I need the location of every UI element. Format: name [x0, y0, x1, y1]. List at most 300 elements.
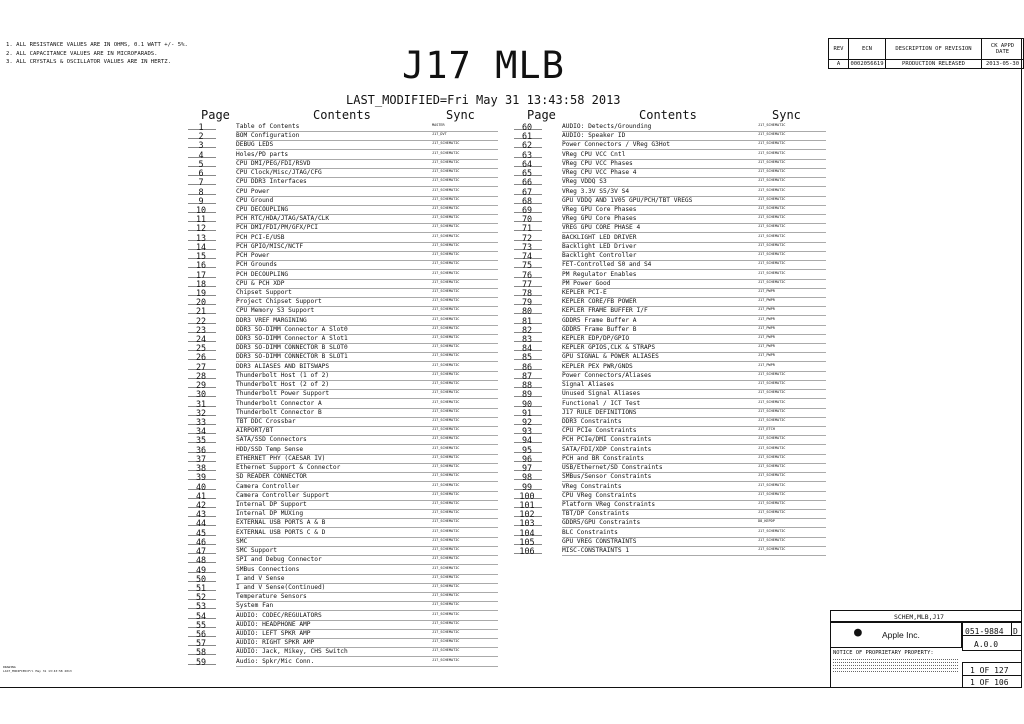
index-contents: Internal DP MUXing	[236, 510, 304, 518]
index-page-number: 94	[521, 435, 533, 446]
index-row	[514, 510, 826, 519]
index-sync: J17_SCHEMATIC	[432, 583, 460, 588]
index-contents: PCH PCI-E/USB	[236, 233, 285, 241]
index-row	[188, 566, 498, 575]
index-contents: I and V Sense(Continued)	[236, 583, 326, 591]
index-page-number: 6	[198, 168, 204, 179]
index-row	[514, 206, 826, 215]
index-row	[514, 436, 826, 445]
index-contents: AUDIO: Speaker ID	[562, 132, 626, 140]
index-sync: J17_SCHEMATIC	[432, 482, 460, 487]
index-sync: J17_SCHEMATIC	[758, 178, 786, 183]
index-row	[188, 427, 498, 436]
index-contents: PCH DECOUPLING	[236, 270, 289, 278]
index-row	[188, 639, 498, 648]
frame-right	[1021, 38, 1022, 688]
index-contents: SATA/SSD Connectors	[236, 436, 307, 444]
index-row	[188, 538, 498, 547]
index-table-left	[188, 123, 498, 667]
index-page-number: 5	[198, 158, 204, 169]
index-sync: J17_SCHEMATIC	[758, 132, 786, 137]
index-contents: Thunderbolt Power Support	[236, 390, 330, 398]
index-page-number: 92	[521, 417, 533, 427]
page-number: 1 OF 106	[970, 678, 1009, 687]
index-contents: AUDIO: RIGHT SPKR AMP	[236, 639, 315, 647]
index-contents: PCH PCIe/DMI Constraints	[562, 436, 652, 444]
index-page-number: 1	[198, 122, 204, 132]
index-row	[188, 169, 498, 178]
index-sync: J17_SCHEMATIC	[432, 556, 460, 561]
index-page-number: 29	[195, 380, 207, 391]
index-row	[514, 446, 826, 455]
index-sync: J17_PWPR	[758, 307, 775, 312]
index-sync: J17_SCHEMATIC	[432, 298, 460, 303]
index-page-number: 24	[195, 334, 207, 345]
index-row	[514, 224, 826, 233]
contents-header-right: Contents	[639, 108, 697, 122]
index-sync: J17_SCHEMATIC	[432, 150, 460, 155]
index-contents: KEPLER PCI-E	[562, 288, 607, 296]
index-page-number: 30	[195, 389, 207, 400]
date-value: 2013-05-30	[985, 61, 1020, 67]
index-page-number: 51	[195, 582, 207, 593]
index-contents: PCH and BR Constraints	[562, 454, 644, 462]
index-page-number: 66	[521, 177, 533, 188]
index-contents: SMBus Connections	[236, 565, 300, 573]
index-sync: J17_PWPR	[758, 298, 775, 303]
index-contents: CPU Ground	[236, 196, 274, 204]
index-sync: J17_SCHEMATIC	[432, 445, 460, 450]
index-contents: AUDIO: Detects/Grounding	[562, 123, 652, 130]
index-page-number: 97	[521, 463, 533, 474]
index-sync: J17_SCHEMATIC	[432, 141, 460, 146]
index-row	[188, 547, 498, 556]
index-contents: DDR3 ALIASES AND BITSWAPS	[236, 362, 330, 370]
index-sync: J17_SCHEMATIC	[432, 381, 460, 386]
index-page-number: 2	[198, 131, 204, 142]
index-page-number: 82	[521, 324, 533, 335]
index-page-number: 79	[521, 297, 533, 308]
index-page-number: 23	[195, 324, 207, 335]
index-contents: VReg CPU VCC Cntl	[562, 150, 626, 158]
index-row	[188, 215, 498, 224]
index-row	[514, 353, 826, 362]
index-contents: VReg 3.3V S5/3V S4	[562, 187, 630, 195]
index-row	[514, 271, 826, 280]
index-row	[188, 621, 498, 630]
index-row	[188, 353, 498, 362]
index-contents: Thunderbolt Connector A	[236, 399, 322, 407]
index-sync: J17_SCHEMATIC	[432, 519, 460, 524]
index-page-number: 93	[521, 426, 533, 437]
index-row	[188, 335, 498, 344]
index-contents: Holes/PD parts	[236, 150, 289, 158]
index-row	[514, 501, 826, 510]
index-sync: J17_SCHEMATIC	[432, 639, 460, 644]
index-contents: KEPLER GPIOS,CLK & STRAPS	[562, 344, 656, 352]
index-sync: J17_SCHEMATIC	[432, 335, 460, 340]
index-page-number: 74	[521, 251, 533, 262]
index-contents: Chipset Support	[236, 288, 292, 296]
index-contents: DDR3 SO-DIMM Connector A Slot0	[236, 325, 348, 333]
index-sync: J17_SCHEMATIC	[432, 620, 460, 625]
rev-value: A	[829, 60, 849, 68]
index-page-number: 103	[519, 518, 535, 529]
index-page-number: 57	[195, 638, 207, 649]
index-sync: J17_SCHEMATIC	[432, 215, 460, 220]
index-page-number: 53	[195, 601, 207, 612]
index-contents: CPU PCIe Constraints	[562, 427, 637, 435]
index-page-number: 26	[195, 352, 207, 363]
index-row	[188, 298, 498, 307]
index-sync: J17_SCHEMATIC	[432, 279, 460, 284]
index-row	[188, 224, 498, 233]
index-page-number: 77	[521, 278, 533, 289]
index-row	[188, 575, 498, 584]
index-sync: J17_SCHEMATIC	[758, 510, 786, 515]
index-contents: CPU DDR3 Interfaces	[236, 178, 307, 186]
index-sync: J17_SCHEMATIC	[432, 408, 460, 413]
index-sync: J17_SCHEMATIC	[758, 408, 786, 413]
index-page-number: 87	[521, 370, 533, 381]
index-sync: J17_SCHEMATIC	[432, 593, 460, 598]
index-page-number: 52	[195, 592, 207, 603]
index-sync: J17_SCHEMATIC	[432, 611, 460, 616]
index-row	[188, 648, 498, 657]
index-sync: J17_SCHEMATIC	[432, 565, 460, 570]
index-page-number: 4	[198, 149, 204, 160]
index-row	[188, 593, 498, 602]
index-contents: FET-Controlled S0 and S4	[562, 261, 652, 269]
index-row	[514, 188, 826, 197]
index-page-number: 54	[195, 610, 207, 621]
index-row	[188, 630, 498, 639]
index-contents: Power Connectors/Aliases	[562, 371, 652, 379]
index-row	[188, 473, 498, 482]
index-page-number: 73	[521, 241, 533, 252]
index-page-number: 104	[519, 527, 535, 538]
index-page-number: 12	[195, 223, 207, 234]
index-page-number: 72	[521, 232, 533, 243]
index-row	[188, 372, 498, 381]
index-contents: DDR3 VREF MARGINING	[236, 316, 307, 324]
index-row	[514, 529, 826, 538]
index-sync: J17_SCHEMATIC	[432, 657, 460, 662]
revision-number: A.0.0	[974, 640, 999, 649]
index-page-number: 33	[195, 417, 207, 427]
index-page-number: 37	[195, 453, 207, 464]
index-row	[514, 455, 826, 464]
index-contents: PCH GPIO/MISC/NCTF	[236, 242, 304, 250]
index-contents: GPU SIGNAL & POWER ALIASES	[562, 353, 659, 361]
index-row	[188, 188, 498, 197]
index-page-number: 56	[195, 629, 207, 640]
index-row	[188, 455, 498, 464]
index-row	[514, 363, 826, 372]
index-page-number: 17	[195, 269, 207, 280]
index-sync: D8_KEPDP	[758, 519, 775, 524]
index-contents: SMBus/Sensor Constraints	[562, 473, 652, 481]
index-sync: J17_SCHEMATIC	[432, 325, 460, 330]
index-sync: J17_DVT	[432, 132, 447, 137]
index-sync: J17_SCHEMATIC	[758, 399, 786, 404]
index-page-number: 95	[521, 444, 533, 455]
index-sync: J17_SCHEMATIC	[758, 252, 786, 257]
index-row	[188, 446, 498, 455]
index-row	[188, 501, 498, 510]
index-page-number: 14	[195, 241, 207, 252]
index-page-number: 27	[195, 361, 207, 372]
index-contents: Internal DP Support	[236, 500, 307, 508]
index-contents: J17 RULE DEFINITIONS	[562, 408, 637, 416]
index-contents: GPU VREG CONSTRAINTS	[562, 537, 637, 545]
index-contents: I and V Sense	[236, 574, 285, 582]
index-row	[514, 178, 826, 187]
index-row	[188, 280, 498, 289]
index-contents: DDR3 SO-DIMM Connector A Slot1	[236, 335, 348, 343]
index-row	[188, 519, 498, 528]
index-page-number: 64	[521, 158, 533, 169]
index-contents: SPI and Debug Connector	[236, 556, 322, 564]
index-sync: MASTER	[432, 123, 445, 127]
index-row	[514, 400, 826, 409]
index-sync: J17_PWPR	[758, 325, 775, 330]
index-page-number: 91	[521, 407, 533, 418]
index-sync: J17_SCHEMATIC	[432, 390, 460, 395]
index-row	[514, 141, 826, 150]
index-contents: DDR3 SO-DIMM CONNECTOR B SLOT1	[236, 353, 348, 361]
index-sync: J17_SCHEMATIC	[758, 233, 786, 238]
index-page-number: 49	[195, 564, 207, 575]
index-row	[188, 436, 498, 445]
index-sync: J17_SCHEMATIC	[432, 491, 460, 496]
index-contents: KEPLER EDP/DP/GPIO	[562, 335, 630, 343]
index-sync: J17_SCHEMATIC	[432, 528, 460, 533]
index-sync: J17_SCHEMATIC	[432, 427, 460, 432]
ecn-value: 0002056619	[849, 60, 886, 68]
index-sync: J17_SCHEMATIC	[758, 491, 786, 496]
index-page-number: 34	[195, 426, 207, 437]
index-contents: EXTERNAL USB PORTS C & D	[236, 528, 326, 536]
index-contents: Thunderbolt Host (1 of 2)	[236, 371, 330, 379]
index-page-number: 84	[521, 343, 533, 354]
index-sync: J17_SCHEMATIC	[758, 270, 786, 275]
index-page-number: 13	[195, 232, 207, 243]
index-sync: J17_SCHEMATIC	[758, 215, 786, 220]
index-row	[188, 151, 498, 160]
description-value: PRODUCTION RELEASED	[886, 60, 982, 68]
index-sync: J17_SCHEMATIC	[758, 242, 786, 247]
rev-header: REV	[829, 39, 849, 59]
index-sync: J17_ETCH	[758, 427, 775, 432]
company-name: Apple Inc.	[882, 630, 920, 640]
index-sync: J17_PWPR	[758, 353, 775, 358]
index-sync: J17_SCHEMATIC	[758, 390, 786, 395]
index-page-number: 102	[519, 509, 535, 520]
index-page-number: 63	[521, 149, 533, 160]
index-row	[188, 132, 498, 141]
index-sync: J17_SCHEMATIC	[432, 602, 460, 607]
index-contents: CPU DMI/PEG/FDI/RSVD	[236, 159, 311, 167]
index-row	[514, 289, 826, 298]
index-row	[514, 326, 826, 335]
index-page-number: 100	[519, 490, 535, 501]
index-sync: J17_SCHEMATIC	[432, 454, 460, 459]
index-page-number: 71	[521, 223, 533, 234]
index-sync: J17_SCHEMATIC	[432, 270, 460, 275]
index-sync: J17_SCHEMATIC	[432, 500, 460, 505]
index-page-number: 15	[195, 251, 207, 262]
index-contents: Power Connectors / VReg G3Hot	[562, 141, 671, 149]
index-sync: J17_SCHEMATIC	[758, 537, 786, 542]
index-contents: TBT DDC Crossbar	[236, 418, 296, 425]
index-contents: PCH DMI/FDI/PM/GFX/PCI	[236, 224, 318, 232]
index-sync: J17_SCHEMATIC	[432, 159, 460, 164]
index-page-number: 35	[195, 435, 207, 446]
index-row	[188, 289, 498, 298]
index-page-number: 96	[521, 453, 533, 464]
index-page-number: 3	[198, 140, 204, 151]
index-row	[188, 400, 498, 409]
index-row	[514, 169, 826, 178]
index-row	[514, 473, 826, 482]
index-page-number: 45	[195, 527, 207, 538]
title-block-drawing-title: SCHEM,MLB,J17	[894, 613, 945, 621]
index-sync: J17_SCHEMATIC	[758, 547, 786, 552]
index-contents: VReg CPU VCC Phases	[562, 159, 633, 167]
index-contents: SATA/FDI/XDP Constraints	[562, 445, 652, 453]
index-sync: J17_SCHEMATIC	[758, 123, 786, 127]
index-contents: AUDIO: Jack, Mikey, CHS Switch	[236, 648, 348, 656]
index-page-number: 86	[521, 361, 533, 372]
sync-header-left: Sync	[446, 108, 475, 122]
index-contents: VReg GPU Core Phases	[562, 215, 637, 223]
index-sync: J17_SCHEMATIC	[758, 500, 786, 505]
index-contents: VReg GPU Core Phases	[562, 205, 637, 213]
index-page-number: 25	[195, 343, 207, 354]
index-contents: CPU & PCH XDP	[236, 279, 285, 287]
index-contents: SMC	[236, 537, 248, 545]
index-row	[514, 298, 826, 307]
index-contents: Camera Controller	[236, 482, 300, 490]
index-sync: J17_SCHEMATIC	[758, 159, 786, 164]
index-sync: J17_SCHEMATIC	[758, 169, 786, 174]
index-sync: J17_SCHEMATIC	[432, 344, 460, 349]
index-row	[188, 556, 498, 565]
index-sync: J17_PWPR	[758, 316, 775, 321]
index-table-right	[514, 123, 826, 556]
index-sync: J17_SCHEMATIC	[432, 436, 460, 441]
index-row	[514, 519, 826, 528]
index-page-number: 32	[195, 407, 207, 418]
index-row	[514, 409, 826, 418]
index-row	[188, 234, 498, 243]
index-page-number: 70	[521, 214, 533, 225]
index-contents: CPU VReg Constraints	[562, 491, 637, 499]
index-page-number: 60	[521, 122, 533, 132]
index-contents: SMC Support	[236, 547, 277, 555]
index-row	[188, 492, 498, 501]
index-sync: J17_SCHEMATIC	[432, 574, 460, 579]
index-sync: J17_SCHEMATIC	[432, 316, 460, 321]
index-sync: J17_SCHEMATIC	[758, 187, 786, 192]
index-contents: PCH RTC/HDA/JTAG/SATA/CLK	[236, 215, 330, 223]
index-sync: J17_SCHEMATIC	[758, 205, 786, 210]
index-sync: J17_SCHEMATIC	[758, 418, 786, 422]
index-sync: J17_SCHEMATIC	[758, 150, 786, 155]
index-row	[514, 390, 826, 399]
index-sync: J17_PWPR	[758, 362, 775, 367]
index-contents: Ethernet Support & Connector	[236, 464, 341, 472]
index-row	[188, 243, 498, 252]
index-sync: J17_SCHEMATIC	[432, 648, 460, 653]
index-row	[188, 307, 498, 316]
index-page-number: 98	[521, 472, 533, 483]
index-sync: J17_SCHEMATIC	[758, 528, 786, 533]
apple-logo-icon: ●	[854, 625, 862, 640]
index-sync: J17_SCHEMATIC	[432, 537, 460, 542]
index-page-number: 18	[195, 278, 207, 289]
index-contents: DDR3 Constraints	[562, 418, 622, 425]
index-row	[514, 427, 826, 436]
index-sync: J17_SCHEMATIC	[432, 233, 460, 238]
index-contents: GDDR5/GPU Constraints	[562, 519, 641, 527]
index-page-number: 83	[521, 334, 533, 345]
date-header: DATE	[995, 49, 1010, 55]
index-contents: HDD/SSD Temp Sense	[236, 445, 304, 453]
note-2: 2. ALL CAPACITANCE VALUES ARE IN MICROFARADS.	[6, 50, 158, 57]
index-page-number: 46	[195, 536, 207, 547]
index-contents: DDR3 SO-DIMM CONNECTOR B SLOT0	[236, 344, 348, 352]
index-page-number: 19	[195, 287, 207, 298]
index-page-number: 9	[198, 195, 204, 206]
index-row	[188, 529, 498, 538]
index-row	[188, 141, 498, 150]
index-sync: J17_SCHEMATIC	[758, 196, 786, 201]
sheet-number: 1 OF 127	[970, 666, 1009, 675]
index-row	[188, 510, 498, 519]
index-page-number: 47	[195, 546, 207, 557]
index-page-number: 88	[521, 380, 533, 391]
index-contents: System Fan	[236, 602, 274, 610]
index-contents: KEPLER FRAME BUFFER I/F	[562, 307, 648, 315]
index-row	[188, 418, 498, 427]
drawing-title: J17 MLB	[402, 44, 565, 87]
general-notes	[6, 41, 188, 67]
index-page-number: 101	[519, 499, 535, 510]
index-contents: SD READER CONNECTOR	[236, 473, 307, 481]
index-sync: J17_SCHEMATIC	[432, 473, 460, 478]
index-row	[188, 464, 498, 473]
index-row	[514, 372, 826, 381]
index-contents: PM Power Good	[562, 279, 611, 287]
index-row	[188, 261, 498, 270]
index-row	[514, 280, 826, 289]
index-page-number: 40	[195, 481, 207, 492]
index-row	[188, 381, 498, 390]
index-sync: J17_SCHEMATIC	[432, 196, 460, 201]
index-sync: J17_SCHEMATIC	[432, 261, 460, 266]
index-row	[188, 409, 498, 418]
index-sync: J17_SCHEMATIC	[432, 510, 460, 515]
index-contents: VReg Constraints	[562, 482, 622, 490]
note-1: 1. ALL RESISTANCE VALUES ARE IN OHMS, 0.1 WATT +/- 5%.	[6, 42, 188, 48]
index-row	[514, 344, 826, 353]
index-row	[514, 547, 826, 556]
index-row	[514, 261, 826, 270]
index-contents: VReg CPU VCC Phase 4	[562, 169, 637, 177]
index-page-number: 69	[521, 204, 533, 215]
